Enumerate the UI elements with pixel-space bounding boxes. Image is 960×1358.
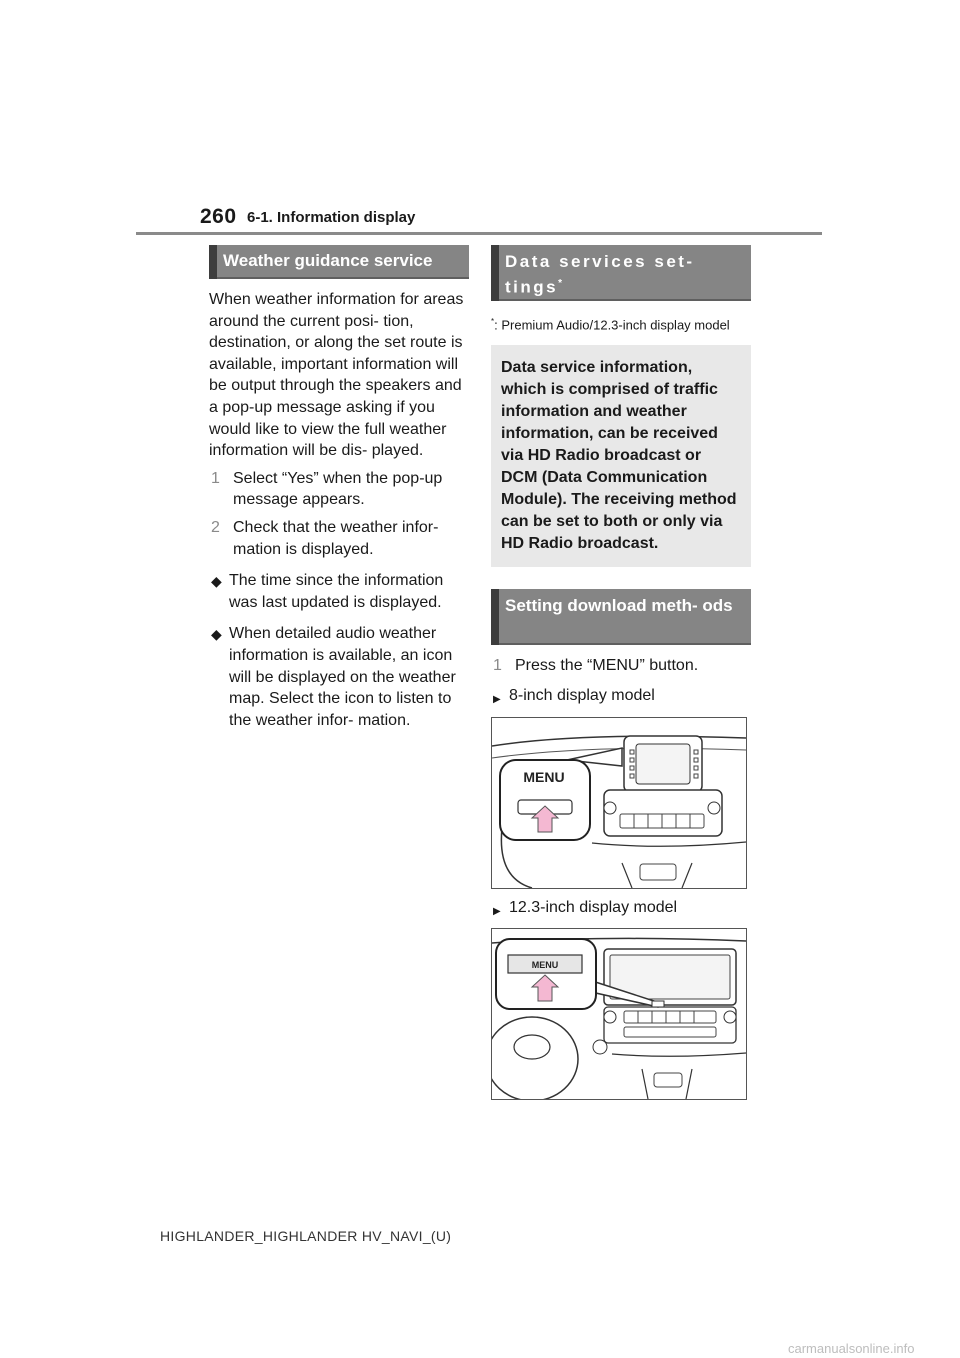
step-text: Check that the weather infor- mation is displayed. (233, 518, 439, 558)
footnote (491, 313, 751, 333)
step-number: 1 (211, 469, 220, 487)
press-menu-step (491, 655, 751, 677)
step-text: Press the “MENU” button. (515, 657, 699, 675)
dashboard-8inch-drawing (492, 718, 746, 888)
diamond-bullet-icon: ◆ (211, 573, 222, 590)
weather-intro-paragraph: When weather information for areas around the current posi- tion, destination, or along the set route is available, important information will be output through the speakers and a pop-up message asking if you would like to view the full weather information will be dis- played. (209, 291, 464, 460)
page-number: 260 (200, 205, 237, 228)
step-2 (209, 517, 469, 560)
right-column (491, 245, 751, 1100)
page-header (0, 0, 960, 240)
triangle-right-icon: ▶ (493, 693, 501, 705)
model-label-12inch (491, 897, 751, 919)
diamond-bullet-icon: ◆ (211, 626, 222, 643)
model-text: 12.3-inch display model (509, 898, 678, 916)
download-methods-heading: Setting download meth- ods (491, 589, 751, 645)
data-services-heading (491, 245, 751, 301)
illustration-8inch-dashboard (491, 717, 747, 889)
data-services-heading-text: Data services set- tings (505, 252, 695, 297)
footnote-text: : Premium Audio/12.3-inch display model (494, 317, 730, 333)
dashboard-12inch-drawing (492, 929, 746, 1099)
step-number: 1 (493, 657, 502, 675)
triangle-right-icon: ▶ (493, 905, 501, 917)
bullet-item (209, 570, 469, 613)
step-number: 2 (211, 518, 220, 536)
illustration-12inch-dashboard (491, 928, 747, 1100)
model-label-8inch (491, 685, 751, 707)
watermark-text: carmanualsonline.info (788, 1341, 915, 1356)
left-column (209, 245, 469, 731)
bullet-text: When detailed audio weather information is available, an icon will be displayed on the weather map. Select the icon to listen to the weather infor- mation. (229, 625, 456, 729)
asterisk-mark: * (558, 278, 563, 289)
step-1 (209, 468, 469, 511)
step-text: Select “Yes” when the pop-up message appears. (233, 469, 443, 509)
weather-guidance-heading: Weather guidance service (209, 245, 469, 279)
bullet-text: The time since the information was last updated is displayed. (229, 572, 444, 611)
bullet-item (209, 623, 469, 731)
data-service-info-box: Data service information, which is comprised of traffic information and weather information, can be received via HD Radio broadcast or DCM (Data Communication Module). The receiving method can be set to both or only via HD Radio broadcast. (491, 345, 751, 567)
header-rule (136, 232, 822, 235)
model-text: 8-inch display model (509, 686, 655, 704)
page-footer: HIGHLANDER_HIGHLANDER HV_NAVI_(U) (160, 1228, 452, 1244)
menu-label: MENU (531, 960, 559, 971)
footnote-asterisk: * (491, 317, 495, 326)
section-title: 6-1. Information display (247, 209, 416, 226)
menu-label: MENU (523, 768, 565, 785)
